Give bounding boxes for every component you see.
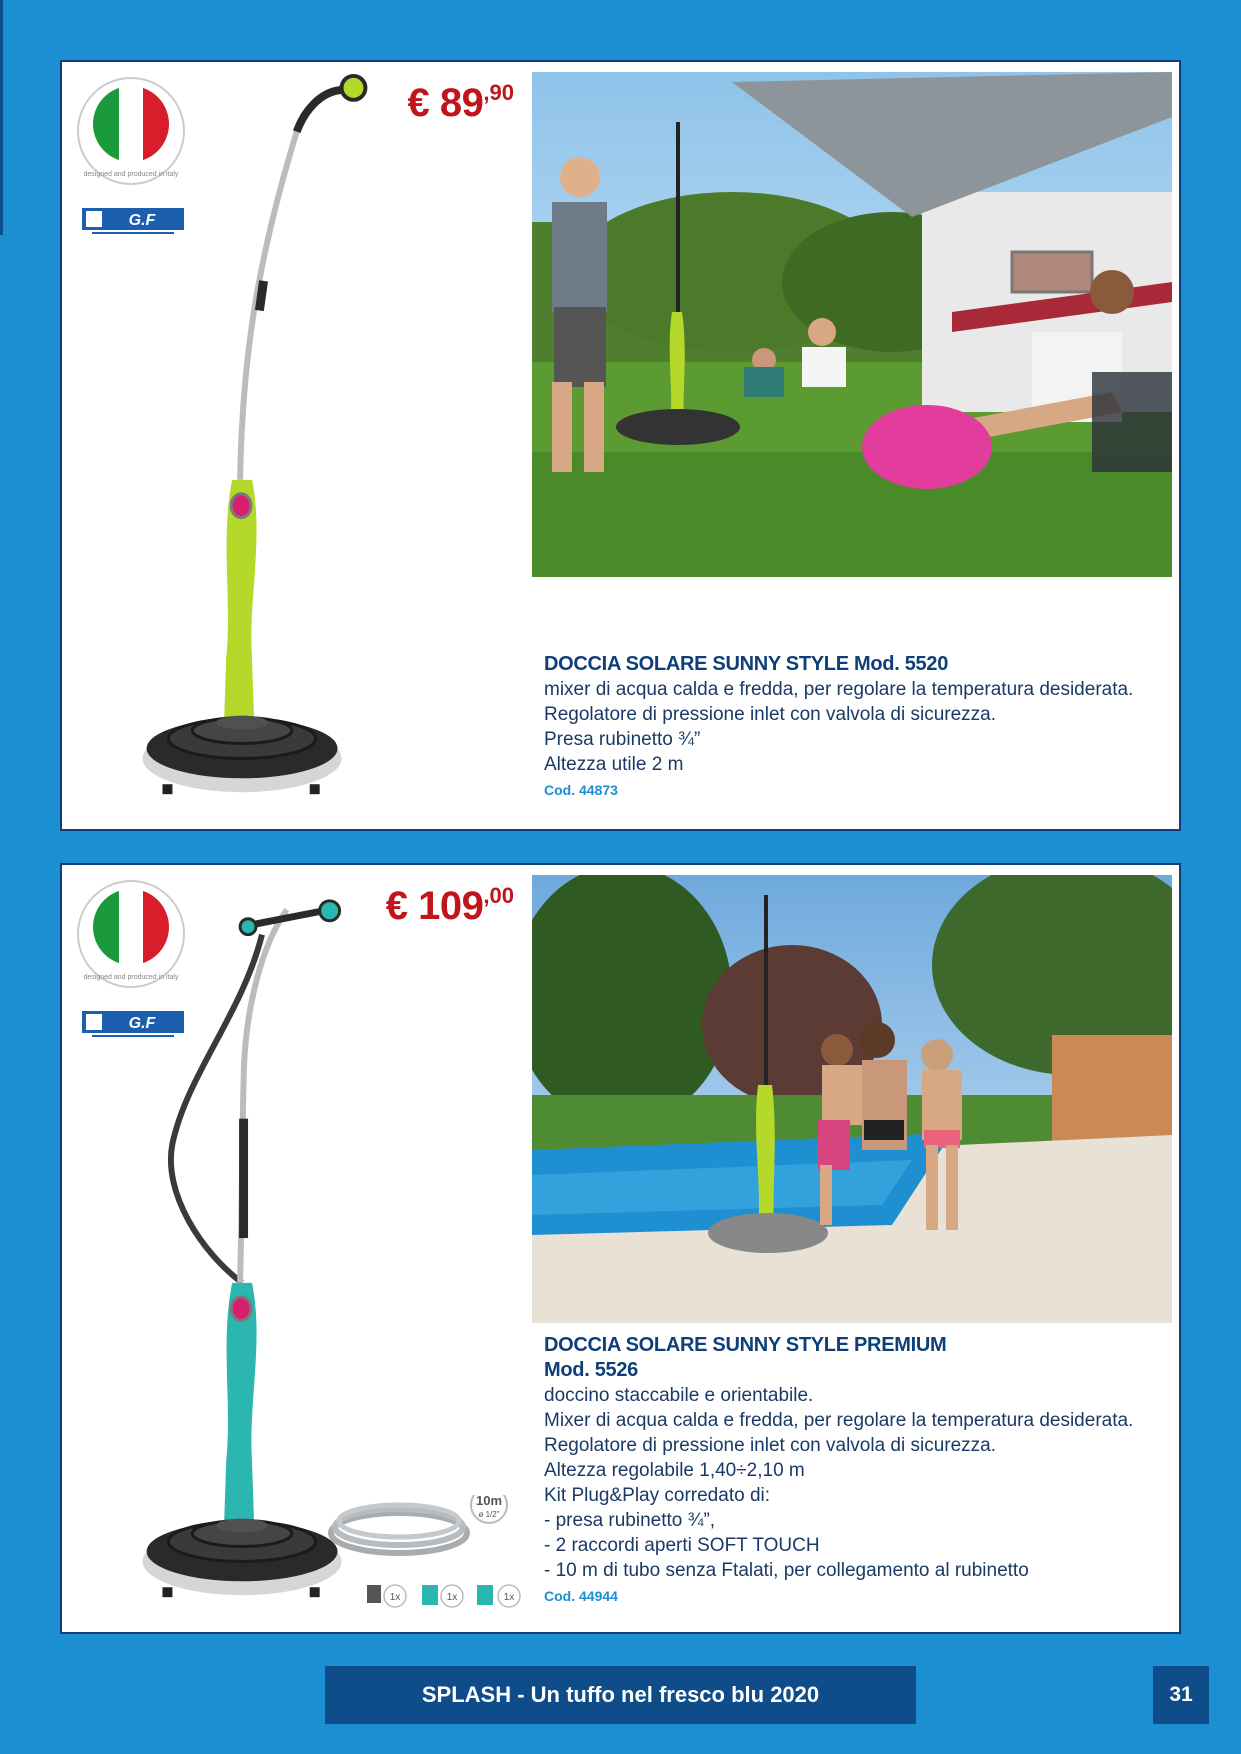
feature-line: - 2 raccordi aperti SOFT TOUCH [544, 1535, 820, 1556]
feature-line: Kit Plug&Play corredato di: [544, 1485, 771, 1506]
svg-text:1x: 1x [446, 1592, 458, 1603]
product-code: Cod. 44944 [544, 1588, 618, 1604]
feature-line: Mixer di acqua calda e fredda, per regolare la temperatura desiderata. [544, 1410, 1134, 1431]
feature-line: Regolatore di pressione inlet con valvola di sicurezza. [544, 1435, 997, 1456]
feature-line: - presa rubinetto ¾”, [544, 1510, 716, 1531]
feature-line: mixer di acqua calda e fredda, per regolare la temperatura desiderata. [544, 679, 1134, 700]
price-tag: € 109,00 [385, 883, 514, 928]
product-title: DOCCIA SOLARE SUNNY STYLE Mod. 5520 [544, 653, 949, 675]
svg-text:G.F: G.F [128, 212, 156, 229]
feature-line: Altezza utile 2 m [544, 754, 684, 775]
product-description [544, 652, 1159, 801]
pool-lifestyle-photo [532, 875, 1172, 1323]
camping-lifestyle-photo [532, 72, 1172, 577]
svg-text:10m: 10m [475, 1495, 503, 1508]
feature-line: - 10 m di tubo senza Ftalati, per collegamento al rubinetto [544, 1560, 1029, 1581]
price-tag: € 89,90 [407, 80, 514, 125]
solar-shower-5520-image [92, 62, 422, 829]
product-card-5526 [60, 863, 1181, 1634]
product-title-line2: Mod. 5526 [544, 1359, 638, 1381]
feature-line: doccino staccabile e orientabile. [544, 1385, 814, 1406]
product-description [544, 1333, 1159, 1607]
footer-title: SPLASH - Un tuffo nel fresco blu 2020 [325, 1666, 916, 1724]
feature-line: Regolatore di pressione inlet con valvola di sicurezza. [544, 704, 997, 725]
page-edge-mark [0, 0, 3, 235]
svg-text:1x: 1x [503, 1592, 515, 1603]
product-code: Cod. 44873 [544, 782, 618, 798]
feature-line: Altezza regolabile 1,40÷2,10 m [544, 1460, 805, 1481]
page-number: 31 [1153, 1666, 1209, 1724]
feature-line: Presa rubinetto ¾” [544, 729, 701, 750]
product-image-area [62, 865, 532, 1632]
product-card-5520 [60, 60, 1181, 831]
svg-text:G.F: G.F [128, 1015, 156, 1032]
kit-accessories-image [327, 1495, 527, 1634]
svg-text:designed and produced in italy: designed and produced in italy [83, 974, 179, 981]
svg-text:1x: 1x [389, 1592, 401, 1603]
product-title-line1: DOCCIA SOLARE SUNNY STYLE PREMIUM [544, 1334, 947, 1356]
product-image-area [62, 62, 532, 829]
svg-text:designed and produced in italy: designed and produced in italy [83, 171, 179, 178]
svg-text:ø 1/2": ø 1/2" [478, 1510, 500, 1519]
